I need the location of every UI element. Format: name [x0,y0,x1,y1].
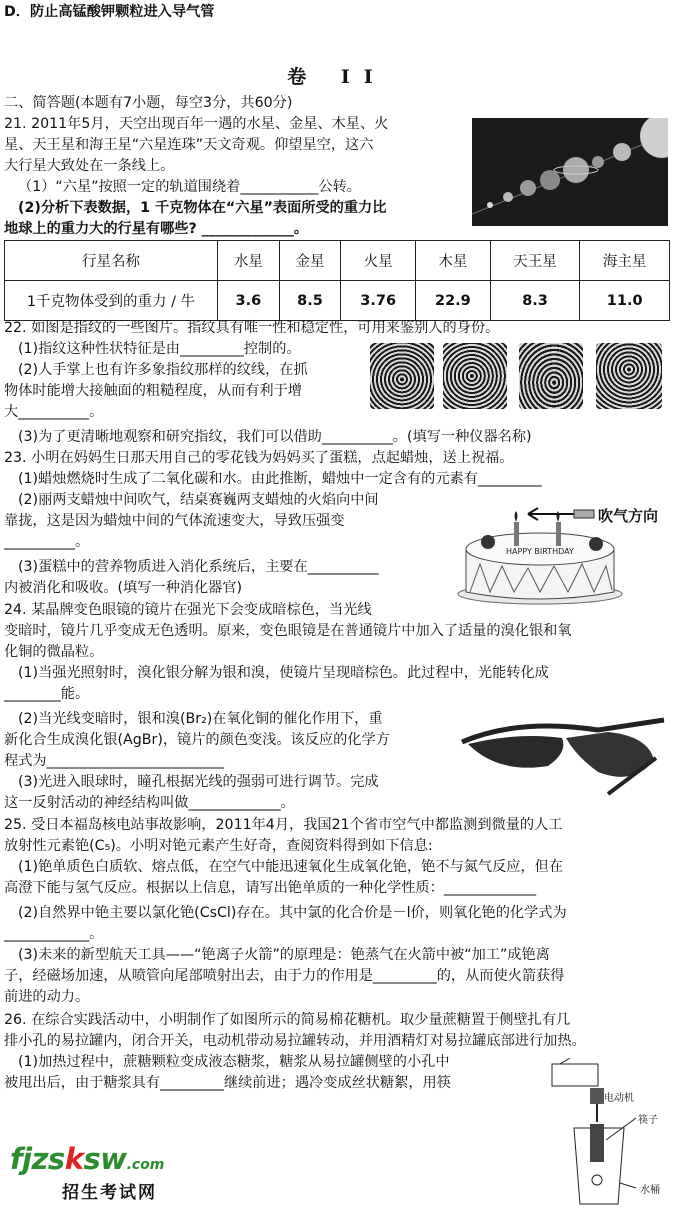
q22-line-6: (3)为了更清晰地观察和研究指纹，我们可以借助__________。(填写一种仪器名称) [18,429,532,445]
cake-text: HAPPY BIRTHDAY [506,547,574,556]
q25-line-2: 放射性元素铯(C₅)。小明对铯元素产生好奇，查阅资料得到如下信息: [4,838,433,854]
section-header: 二、简答题(本题有7小题，每空3分，共60分) [4,95,293,111]
logo-dotcom: .com [126,1157,165,1173]
table-header-cell: 金星 [279,241,341,281]
bucket-label: 水桶 [640,1185,660,1196]
q25-line-6: ____________。 [4,926,104,942]
q22-line-5: 大__________。 [4,404,104,420]
table-header-row [5,241,670,281]
q25-line-4: 高澄下能与氢气反应。根据以上信息，请写出铯单质的一种化学性质：_____________ [4,880,537,896]
q24-line-1: 24. 某晶牌变色眼镜的镜片在强光下会变成暗棕色，当光线 [4,602,372,618]
q24-line-4: (1)当强光照射时，溴化银分解为银和溴，使镜片呈现暗棕色。此过程中，光能转化成 [18,665,549,681]
planets-image [472,118,668,226]
fingerprint-image-2 [443,343,507,409]
q22-line-3: (2)人手掌上也有许多象指纹那样的纹线，在抓 [18,362,308,378]
q21-line-5: (2)分析下表数据，1 千克物体在“六星”表面所受的重力比 [18,200,387,216]
q21-line-3: 大行星大致处在一条线上。 [4,158,175,174]
q24-line-3: 化铜的微晶粒。 [4,644,104,660]
table-header-cell: 天王星 [490,241,580,281]
q23-line-3: (2)丽两支蜡烛中间吹气，结桌赛巍两支蜡烛的火焰向中间 [18,492,379,508]
q24-line-8: 程式为_________________________ [4,753,224,769]
table-header-cell: 木星 [416,241,491,281]
q23-line-7: 内被消化和吸收。(填写一种消化器官) [4,580,243,596]
option-d: D．防止高锰酸钾颗粒进入导气管 [4,4,215,20]
q21-line-4: （1）“六星”按照一定的轨道围绕着___________公转。 [18,179,361,195]
table-cell: 3.76 [341,281,416,321]
q25-line-9: 前进的动力。 [4,989,90,1005]
table-row-label: 1千克物体受到的重力 / 牛 [5,281,218,321]
q23-line-1: 23. 小明在妈妈生日那天用自己的零花钱为妈妈买了蛋糕，点起蜡烛，送上祝福。 [4,450,514,466]
q25-line-5: (2)自然界中铯主要以氯化铯(CsCl)存在。其中氯的化合价是－l价，则氧化铯的化学式为 [18,905,567,921]
q23-line-4: 靠拢，这是因为蜡烛中间的气体流速变大，导致压强变 [4,513,345,529]
section-title: 卷 II [287,66,387,88]
blow-direction-label: 吹气方向 [598,507,659,525]
q22-line-1: 22. 如图是指纹的一些图片。指纹具有唯一性和稳定性，可用来鉴别人的身份。 [4,320,500,336]
table-cell: 22.9 [416,281,491,321]
fingerprint-image-1 [370,343,434,409]
table-cell: 11.0 [580,281,670,321]
motor-label: 电动机 [604,1093,634,1104]
q25-line-3: (1)铯单质色白质软、熔点低，在空气中能迅速氧化生成氧化铯，铯不与氮气反应，但在 [18,859,564,875]
q24-line-9: (3)光进入眼球时，瞳孔根据光线的强弱可进行调节。完成 [18,774,379,790]
sunglasses-image [458,712,668,802]
site-logo [10,1142,165,1203]
q22-line-2: (1)指纹这种性状特征是由_________控制的。 [18,341,301,357]
table-row [5,281,670,321]
fingerprint-image-3 [519,343,583,409]
q25-line-8: 子，经磁场加速，从喷管向尾部喷射出去，由于力的作用是_________的，从而使火箭获得 [4,968,565,984]
q23-line-5: __________。 [4,534,90,550]
logo-brand: fjzsksw [10,1142,127,1176]
q26-line-3: (1)加热过程中，蔗糖颗粒变成液态糖浆，糖浆从易拉罐侧壁的小孔中 [18,1054,450,1070]
q26-line-1: 26. 在综合实践活动中，小明制作了如图所示的简易棉花糖机。取少量蔗糖置于侧壁扎有几 [4,1012,571,1028]
q25-line-7: (3)未来的新型航天工具——“铯离子火箭”的原理是：铯蒸气在火箭中被“加工”成铯离 [18,947,550,963]
q26-line-4: 被甩出后，由于糖浆具有_________继续前进；遇冷变成丝状糖絮，用筷 [4,1075,451,1091]
chopsticks-label: 筷子 [638,1115,658,1126]
fingerprint-image-4 [596,343,662,409]
q24-line-5: ________能。 [4,686,90,702]
q24-line-2: 变暗时，镜片几乎变成无色透明。原来，变色眼镜是在普通镜片中加入了适量的溴化银和氧 [4,623,572,639]
q24-line-6: (2)当光线变暗时，银和溴(Br₂)在氧化铜的催化作用下，重 [18,711,383,727]
q22-line-4: 物体时能增大接触面的粗糙程度，从而有利于增 [4,383,302,399]
q24-line-10: 这一反射活动的神经结构叫做_____________。 [4,795,295,811]
q23-line-6: (3)蛋糕中的营养物质进入消化系统后，主要在__________ [18,559,379,575]
table-cell: 8.3 [490,281,580,321]
planet-gravity-table [4,240,670,321]
q21-line-6: 地球上的重力大的行星有哪些? _____________。 [4,221,309,237]
table-header-cell: 水星 [218,241,280,281]
q26-line-2: 排小孔的易拉罐内，闭合开关，电动机带动易拉罐转动，并用酒精灯对易拉罐底部进行加热。 [4,1033,586,1049]
q24-line-7: 新化合生成溴化银(AgBr)，镜片的颜色变浅。该反应的化学方 [4,732,390,748]
q21-line-1: 21. 2011年5月，天空出现百年一遇的水星、金星、木星、火 [4,116,389,132]
table-cell: 3.6 [218,281,280,321]
q21-line-2: 星、天王星和海王星“六星连珠”天文奇观。仰望星空，这六 [4,137,374,153]
q23-line-2: (1)蜡烛燃烧时生成了二氧化碳和水。由此推断，蜡烛中一定含有的元素有_________ [18,471,542,487]
table-header-cell: 行星名称 [5,241,218,281]
q25-line-1: 25. 受日本福岛核电站事故影响，2011年4月，我国21个省市空气中都监测到微量的人工 [4,817,563,833]
table-header-cell: 火星 [341,241,416,281]
logo-chinese-name: 招生考试网 [62,1183,157,1203]
table-cell: 8.5 [279,281,341,321]
table-header-cell: 海主星 [580,241,670,281]
